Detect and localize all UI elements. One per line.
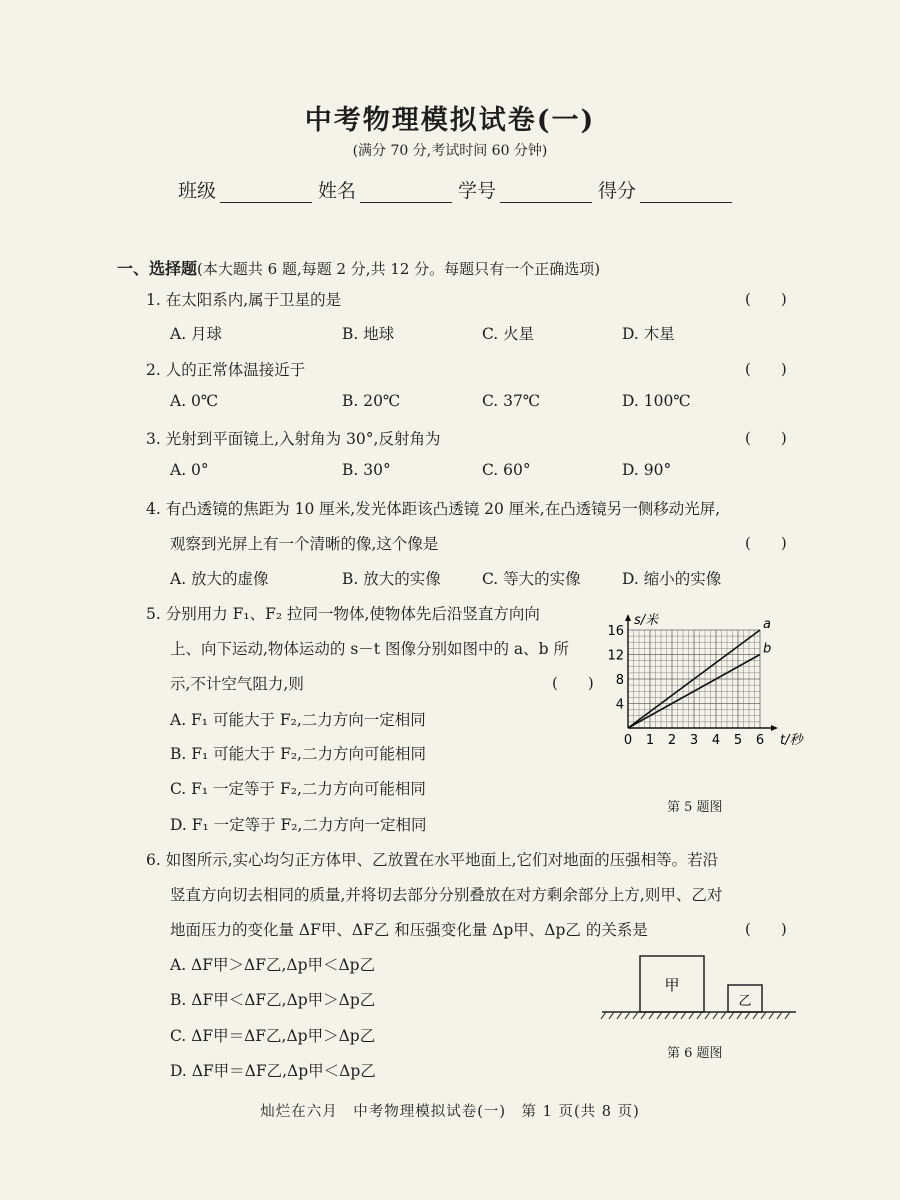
info-class — [178, 176, 316, 203]
x-tick-label: 0 — [623, 733, 633, 748]
option: C. 60° — [482, 461, 531, 479]
question-3-text: 3. 光射到平面镜上,入射角为 30°,反射角为 — [146, 430, 441, 448]
info-label: 姓名 — [318, 180, 357, 202]
info-score — [598, 176, 736, 203]
blank-line[interactable] — [360, 184, 452, 203]
section-note: (本大题共 6 题,每题 2 分,共 12 分。每题只有一个正确选项) — [197, 260, 601, 278]
option: C. 火星 — [482, 325, 535, 343]
y-tick-label: 12 — [607, 648, 624, 664]
blank-line[interactable] — [220, 184, 312, 203]
ground-hatch — [601, 1012, 790, 1019]
question-6-line: 竖直方向切去相同的质量,并将切去部分分别叠放在对方剩余部分上方,则甲、乙对 — [170, 886, 723, 904]
y-tick-label: 8 — [615, 673, 624, 688]
y-tick-label: 4 — [615, 697, 624, 713]
option: B. 地球 — [342, 325, 395, 343]
question-4-line: 4. 有凸透镜的焦距为 10 厘米,发光体距该凸透镜 20 厘米,在凸透镜另一侧移动光屏, — [146, 500, 721, 518]
page-title: 中考物理模拟试卷(一) — [304, 105, 596, 136]
answer-paren[interactable]: ( ) — [745, 429, 787, 447]
option: B. ΔF甲＜ΔF乙,Δp甲＞Δp乙 — [170, 991, 376, 1009]
question-4-line: 观察到光屏上有一个清晰的像,这个像是 — [170, 535, 439, 553]
info-label: 得分 — [598, 180, 637, 202]
info-label: 学号 — [458, 180, 497, 202]
option: D. 90° — [622, 461, 672, 479]
blank-line[interactable] — [640, 184, 732, 203]
series-label-b: b — [763, 641, 772, 657]
option: B. 放大的实像 — [342, 570, 441, 588]
page-subtitle: (满分 70 分,考试时间 60 分钟) — [352, 143, 548, 159]
y-axis-label: s/米 — [634, 613, 659, 628]
x-axis-label: t/秒 — [780, 733, 803, 748]
option: D. 100℃ — [622, 392, 691, 410]
option: A. F₁ 可能大于 F₂,二力方向一定相同 — [170, 711, 426, 729]
answer-paren[interactable]: ( ) — [745, 360, 787, 378]
answer-paren[interactable]: ( ) — [745, 534, 787, 552]
option: D. 木星 — [622, 325, 675, 343]
option: D. F₁ 一定等于 F₂,二力方向一定相同 — [170, 816, 427, 834]
section-heading — [117, 256, 600, 279]
question-1-text: 1. 在太阳系内,属于卫星的是 — [146, 291, 342, 309]
answer-paren[interactable]: ( ) — [745, 290, 787, 308]
x-axis-arrow — [771, 725, 778, 731]
cube-yi-label: 乙 — [738, 994, 752, 1009]
question-5-line: 5. 分别用力 F₁、F₂ 拉同一物体,使物体先后沿竖直方向向 — [146, 605, 540, 623]
x-tick-label: 6 — [755, 733, 765, 748]
page-footer: 灿烂在六月 中考物理模拟试卷(一) 第 1 页(共 8 页) — [260, 1104, 640, 1120]
option: A. 0° — [170, 461, 209, 479]
option: C. F₁ 一定等于 F₂,二力方向可能相同 — [170, 780, 426, 798]
section-title: 一、选择题 — [117, 259, 198, 278]
answer-paren[interactable]: ( ) — [552, 674, 594, 692]
series-label-a: a — [763, 617, 771, 632]
info-name — [318, 176, 456, 203]
question-5-line: 上、向下运动,物体运动的 s－t 图像分别如图中的 a、b 所 — [170, 640, 569, 658]
option: A. ΔF甲＞ΔF乙,Δp甲＜Δp乙 — [170, 956, 376, 974]
option: C. ΔF甲＝ΔF乙,Δp甲＞Δp乙 — [170, 1027, 376, 1045]
option: A. 放大的虚像 — [170, 570, 269, 588]
option: B. F₁ 可能大于 F₂,二力方向可能相同 — [170, 745, 426, 763]
x-tick-label: 2 — [667, 733, 677, 748]
info-label: 班级 — [178, 180, 217, 202]
option: B. 20℃ — [342, 392, 401, 410]
st-graph — [600, 600, 805, 760]
y-axis-arrow — [625, 614, 631, 621]
figure-caption: 第 6 题图 — [667, 1046, 723, 1061]
option: D. ΔF甲＝ΔF乙,Δp甲＜Δp乙 — [170, 1062, 376, 1080]
question-6-line: 地面压力的变化量 ΔF甲、ΔF乙 和压强变化量 Δp甲、Δp乙 的关系是 — [170, 921, 648, 939]
question-2-text: 2. 人的正常体温接近于 — [146, 361, 306, 379]
y-tick-label: 16 — [607, 624, 624, 639]
option: A. 0℃ — [170, 392, 219, 410]
option: D. 缩小的实像 — [622, 570, 722, 588]
question-6-line: 6. 如图所示,实心均匀正方体甲、乙放置在水平地面上,它们对地面的压强相等。若沿 — [146, 851, 719, 869]
info-number — [458, 176, 596, 203]
x-tick-label: 5 — [733, 733, 743, 748]
question-5-line: 示,不计空气阻力,则 — [170, 675, 304, 693]
x-tick-label: 1 — [645, 733, 655, 748]
x-tick-label: 4 — [711, 733, 721, 748]
cubes-figure — [600, 948, 800, 1028]
figure-caption: 第 5 题图 — [667, 800, 723, 815]
option: C. 37℃ — [482, 392, 541, 410]
option: A. 月球 — [170, 325, 223, 343]
option: B. 30° — [342, 461, 391, 479]
blank-line[interactable] — [500, 184, 592, 203]
x-tick-label: 3 — [689, 733, 699, 748]
cube-jia-label: 甲 — [664, 976, 680, 994]
answer-paren[interactable]: ( ) — [745, 920, 787, 938]
option: C. 等大的实像 — [482, 570, 581, 588]
